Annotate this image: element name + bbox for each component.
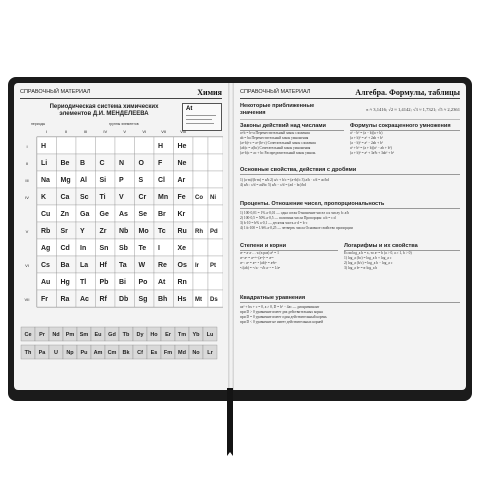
s6-formula-line: 2) log_a (b/c) = log_a b − log_a c [344,261,393,265]
element-symbol: Xe [177,245,187,252]
short-mult-section [350,123,460,156]
f-block-symbol: Am [93,350,103,356]
periodic-table-title [34,104,174,118]
f-block-symbol: Pu [80,350,88,356]
element-symbol: Ra [60,296,70,303]
approx-title-1: Некоторые приближенные [240,103,315,109]
element-cell [96,137,116,154]
element-symbol: Y [80,228,85,235]
s5-formula-line: aᵐ : aⁿ = aᵐ⁻ⁿ (ab)ⁿ = aⁿbⁿ [240,261,277,265]
group-numeral: VII [161,129,167,134]
fractions-title: Основные свойства, действия с дробями [240,167,460,175]
element-symbol: Ac [80,296,89,303]
left-header-label: СПРАВОЧНЫЙ МАТЕРИАЛ [20,89,91,95]
group-numeral: IV [103,129,108,134]
element-symbol: Rn [177,279,187,286]
element-symbol: Po [138,279,148,286]
element-symbol: Al [80,177,87,184]
s2-formula-line: (a − b)² = a² − 2ab + b² [350,141,383,145]
title-line-2: элементов Д.И. МЕНДЕЛЕЕВА [59,111,149,117]
element-symbol: Hs [177,296,187,303]
f-block-symbol: Es [150,350,158,356]
f-block-symbol: Ho [150,332,158,338]
element-symbol: Li [41,160,48,167]
s1-formula-line: (a+b)+c = a+(b+c) Сочетательный закон сложения [240,141,316,145]
element-cell [115,171,135,188]
s4-formula-line: 2) 100·0,5 = 50% a·0,5 — половина числа Пропорция: a:b = c:d [240,216,336,220]
f-block-symbol: Gd [108,332,116,338]
element-symbol: Ir [195,263,200,269]
element-cell [208,171,223,188]
element-symbol: At [158,279,166,286]
element-cell [135,137,155,154]
group-label: группы элементов [109,122,139,126]
element-symbol: Bi [119,279,126,286]
f-block-symbol: Lr [207,350,213,356]
s1-formula-line: (a+b)c = ac + bc Распределительный закон умнож. [240,151,317,155]
element-cell [115,188,135,205]
right-page [234,83,466,390]
element-symbol: Mn [158,194,169,201]
legend-symbol: At [186,106,193,112]
group-numeral: VI [142,129,147,134]
element-symbol: Cs [41,262,50,269]
s5-formula-line: ⁿ√(ab) = ⁿ√a · ⁿ√b a⁻ⁿ = 1/aⁿ [240,266,281,270]
element-cell [135,154,155,171]
f-block-symbol: Th [24,350,32,356]
element-symbol: Sr [60,228,68,235]
left-page [14,83,228,390]
percent-title: Проценты. Отношение чисел, пропорциональность [240,201,460,209]
f-block-symbol: Tm [177,332,187,338]
element-symbol: Fe [177,194,186,201]
number-laws-section [240,123,344,156]
group-numeral: III [84,129,88,134]
percent-section [240,201,460,231]
element-symbol: Sc [80,194,89,201]
element-symbol: Os [177,262,187,269]
element-symbol: Mo [138,228,149,235]
element-symbol: I [158,245,160,252]
s3-formula-line: 1) (a·m)/(b·m) = a/b 2) a/c + b/c = (a+b)/c 3) a/b · c/d = ac/bd [240,178,329,182]
element-symbol: Ti [99,194,106,201]
element-cell [37,188,57,205]
element-cell [193,137,208,154]
f-block-symbol: Dy [136,332,144,338]
element-symbol: Se [138,211,148,218]
element-symbol: P [119,177,124,184]
period-numeral: II [25,161,29,166]
element-symbol: C [99,160,105,167]
element-symbol: N [119,160,125,167]
element-symbol: Ag [41,245,51,252]
logs-section [344,243,460,271]
group-numeral: I [46,129,48,134]
element-symbol: K [41,194,47,201]
element-cell [154,154,174,171]
f-block-symbol: U [54,350,58,356]
s7-formula-line: ax² + bx + c = 0, a ≠ 0, D = b² − 4ac — дискриминант [240,305,320,309]
element-symbol: Re [158,262,167,269]
period-numeral: I [26,144,28,149]
number-laws-title: Законы действий над числами [240,123,344,131]
element-symbol: F [158,160,163,167]
element-cell [208,154,223,171]
element-symbol: Cu [41,211,51,218]
element-symbol: Ta [119,262,127,269]
s2-formula-line: a³ + b³ = (a + b)(a² − ab + b²) [350,146,392,150]
period-numeral: VI [25,263,29,268]
element-symbol: He [177,143,187,150]
element-symbol: Hg [60,279,70,286]
s6-formula-line: Если log_a b = x, то aˣ = b (a > 0, a ≠ 1, b > 0) [344,251,412,255]
element-symbol: S [138,177,144,184]
element-symbol: Au [41,279,51,286]
element-cell [57,137,77,154]
element-symbol: Br [158,211,166,218]
f-block-symbol: Pr [39,332,45,338]
element-symbol: Ne [177,160,187,167]
s4-formula-line: 3) b·10 = b% a·0,1 — десятая часть a·d = b·c [240,221,308,225]
f-block-symbol: Pa [38,350,46,356]
element-symbol: Rb [41,228,51,235]
s1-formula-line: ab = ba Переместительный закон умножения [240,136,309,140]
quadratic-title: Квадратные уравнения [240,295,460,303]
s5-formula-line: aᵐ·aⁿ = aᵐ⁺ⁿ (aᵐ)ⁿ = aᵐⁿ [240,256,274,260]
element-symbol: Db [119,296,129,303]
element-symbol: As [119,211,128,218]
f-block-symbol: Bk [122,350,130,356]
element-symbol: Rf [99,296,107,303]
element-cell [76,137,96,154]
s4-formula-line: 4) 1:b·100 = 1/b% a·0,25 — четверть числа Основное свойство пропорции [240,226,353,230]
element-cell [193,239,208,256]
f-block-symbol: Tb [122,332,130,338]
element-cell [208,239,223,256]
f-block-symbol: Nd [52,332,60,338]
element-cell [115,137,135,154]
element-symbol: Na [41,177,50,184]
element-cell [208,205,223,222]
s7-formula-line: при D > 0 уравнение имеет два действительных корня [240,310,323,314]
f-block-symbol: Pm [65,332,75,338]
element-cell [76,222,96,239]
element-symbol: Sg [138,296,148,303]
element-cell [154,239,174,256]
element-symbol: Sn [99,245,109,252]
powers-section [240,243,338,271]
element-symbol: La [80,262,89,269]
f-block-symbol: No [192,350,200,356]
s2-formula-line: (a + b)³ = a³ + 3a²b + 3ab² + b³ [350,151,395,155]
element-cell [208,273,223,290]
element-cell [135,171,155,188]
left-header-title: Химия [197,87,222,97]
element-symbol: Sb [119,245,128,252]
element-symbol: Ca [60,194,70,201]
f-block-symbol: Cm [107,350,117,356]
s6-formula-line: 3) log_a bⁿ = n·log_a b [344,266,378,270]
period-numeral: IV [25,195,29,200]
element-symbol: Ar [177,177,186,184]
element-cell [193,154,208,171]
element-cell [96,154,116,171]
element-cell [193,273,208,290]
element-symbol: Ba [60,262,70,269]
approx-title-2: значения [240,109,266,116]
s1-formula-line: (ab)c = a(bc) Сочетательный закон умножения [240,146,311,150]
element-symbol: In [80,245,87,252]
element-symbol: Nb [119,228,129,235]
element-symbol: Kr [177,211,186,218]
f-block-symbol: Md [178,350,186,356]
element-symbol: Pt [210,263,216,269]
f-block-symbol: Cf [137,350,143,356]
s6-formula-line: 1) log_a (bc) = log_a b + log_a c [344,256,392,260]
element-symbol: Mg [60,177,71,184]
s2-formula-line: a² − b² = (a − b)(a + b) [350,131,383,135]
f-block-symbol: Eu [94,332,102,338]
f-block-symbol: Ce [24,332,32,338]
logs-title: Логарифмы и их свойства [344,243,460,251]
element-symbol: Co [195,195,203,201]
group-numeral: II [65,129,68,134]
right-header-label: СПРАВОЧНЫЙ МАТЕРИАЛ [240,89,311,95]
f-block-symbol: Fm [163,350,173,356]
element-symbol: Cl [158,177,165,184]
element-symbol: Ru [177,228,187,235]
s5-formula-line: aⁿ = a·a·…·a (n раз) a⁰ = 1 [240,251,279,255]
element-symbol: Ge [99,211,109,218]
element-symbol: Te [138,245,147,252]
s7-formula-line: при D < 0 уравнение не имеет действительных корней [240,320,324,324]
element-symbol: H [158,143,164,150]
f-block-symbol: Sm [79,332,89,338]
periodic-table [19,119,223,383]
element-symbol: Rh [195,229,203,235]
element-symbol: Hf [99,262,107,269]
element-cell [37,137,57,154]
element-cell [193,205,208,222]
element-symbol: Ga [80,211,90,218]
element-cell [208,137,223,154]
s4-formula-line: 1) 100·0,01 = 1% a·0,01 — одна сотая Отношение чисел a к числу b: a/b [240,211,350,215]
period-numeral: V [25,229,29,234]
element-symbol: Zn [60,211,70,218]
element-symbol: Bh [158,296,168,303]
element-symbol: W [138,262,146,269]
element-symbol: Tl [80,279,87,286]
element-cell [76,154,96,171]
f-block-symbol: Lu [206,332,214,338]
short-mult-title: Формулы сокращенного умножения [350,123,460,131]
element-symbol: Pb [99,279,109,286]
element-symbol: Fr [41,296,48,303]
s2-formula-line: (a + b)² = a² + 2ab + b² [350,136,383,140]
period-numeral: VII [24,297,30,302]
f-block-symbol: Np [66,350,74,356]
element-symbol: Zr [99,228,107,235]
title-line-1: Периодическая система химических [49,104,159,110]
period-numeral: III [25,178,29,183]
element-symbol: V [119,194,124,201]
fractions-section [240,167,460,188]
bookmark-ribbon[interactable] [227,388,233,452]
element-symbol: Ni [210,195,216,201]
element-symbol: Cd [60,245,70,252]
s1-formula-line: a+b = b+a Переместительный закон сложения [240,131,310,135]
s3-formula-line: 4) a/b : c/d = ad/bc 5) a/b − c/d = (ad − bc)/bd [240,183,306,187]
group-numeral: V [123,129,127,134]
approx-values-section [240,103,460,116]
element-symbol: Pd [210,229,218,235]
element-symbol: O [138,160,144,167]
approx-values: π ≈ 3,1416; √2 ≈ 1,4142; √3 ≈ 1,7321; √5 ≈ 2,2361 [366,107,460,112]
s7-formula-line: при D = 0 уравнение имеет один действительный корень [240,315,327,319]
right-header-title: Алгебра. Формулы, таблицы [355,87,460,97]
element-cell [193,171,208,188]
element-symbol: Si [99,177,107,184]
f-block-symbol: Er [165,332,171,338]
left-page-header [20,86,222,99]
period-label: периоды [31,122,46,126]
quadratic-section [240,295,460,325]
element-symbol: Mt [195,297,202,303]
element-cell [115,154,135,171]
element-symbol: B [80,160,86,167]
f-block-symbol: Yb [192,332,200,338]
element-symbol: Tc [158,228,166,235]
element-symbol: H [41,143,47,150]
group-numeral: VIII [180,129,187,134]
right-page-header [240,86,460,99]
powers-title: Степени и корни [240,243,338,251]
element-symbol: Cr [138,194,147,201]
element-symbol: Ds [210,297,218,303]
element-cell [154,137,174,154]
element-symbol: Be [60,160,70,167]
